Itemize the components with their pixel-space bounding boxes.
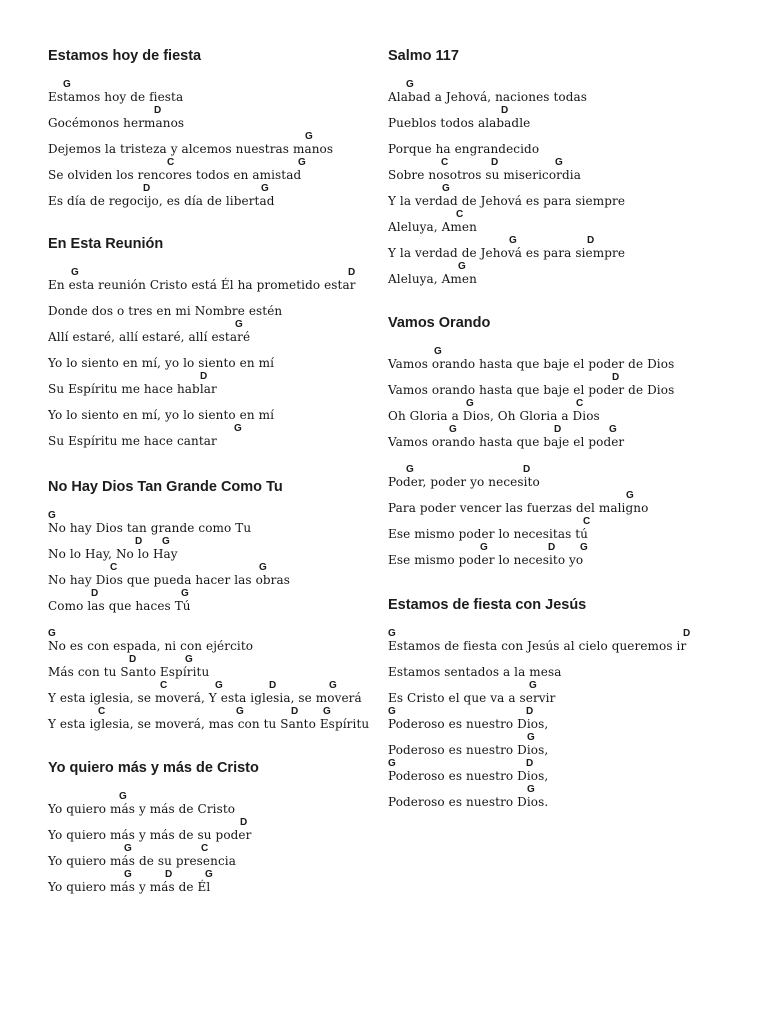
lyric-text: Y la verdad de Jehová es para siempre (388, 194, 626, 208)
chord-label: G (527, 784, 535, 795)
lyric-line (388, 131, 760, 157)
lyric-line (48, 319, 378, 345)
lyric-line (388, 464, 760, 490)
chord-label: G (406, 79, 414, 90)
chord-label: D (240, 817, 248, 828)
lyric-line (388, 516, 760, 542)
lyric-line (388, 758, 760, 784)
chord-label: D (143, 183, 151, 194)
lyric-text: Vamos orando hasta que baje el poder de Dios (388, 383, 675, 397)
lyric-text: No hay Dios que pueda hacer las obras (48, 573, 291, 587)
lyric-line (388, 424, 760, 450)
lyric-line (388, 346, 760, 372)
lyric-line (48, 183, 378, 209)
lyric-text: Yo quiero más de su presencia (48, 854, 236, 868)
chord-label: G (124, 869, 132, 880)
lyric-line (388, 628, 760, 654)
line-spacer (388, 450, 760, 464)
chord-label: G (323, 706, 331, 717)
chord-label: G (529, 680, 537, 691)
lyric-text: Yo quiero más y más de Él (48, 880, 211, 894)
chord-label: G (329, 680, 337, 691)
lyric-text: Para poder vencer las fuerzas del maligno (388, 501, 649, 515)
chord-label: D (491, 157, 499, 168)
lyric-text: Pueblos todos alabadle (388, 116, 531, 130)
chord-label: D (269, 680, 277, 691)
lyric-text: Se olviden los rencores todos en amistad (48, 168, 302, 182)
chord-label: D (200, 371, 208, 382)
chord-label: G (406, 464, 414, 475)
lyric-line (388, 706, 760, 732)
chord-label: D (348, 267, 356, 278)
chord-label: G (434, 346, 442, 357)
song-title: Yo quiero más y más de Cristo (48, 760, 259, 776)
lyric-line (48, 654, 378, 680)
lyric-line (48, 371, 378, 397)
chord-label: D (501, 105, 509, 116)
chord-label: G (626, 490, 634, 501)
lyric-text: Yo quiero más y más de Cristo (48, 802, 236, 816)
lyric-line (48, 345, 378, 371)
chord-label: D (165, 869, 173, 880)
lyric-text: Vamos orando hasta que baje el poder de Dios (388, 357, 675, 371)
lyric-line (388, 235, 760, 261)
lyric-text: Dejemos la tristeza y alcemos nuestras manos (48, 142, 334, 156)
lyric-line (48, 397, 378, 423)
lyric-line (388, 490, 760, 516)
chord-label: C (98, 706, 106, 717)
chord-label: G (181, 588, 189, 599)
chord-label: G (119, 791, 127, 802)
lyric-line (388, 398, 760, 424)
chord-label: G (124, 843, 132, 854)
chord-label: G (185, 654, 193, 665)
chord-label: G (48, 628, 56, 639)
lyric-text: Yo quiero más y más de su poder (48, 828, 252, 842)
lyric-line (48, 510, 378, 536)
lyric-text: Allí estaré, allí estaré, allí estaré (48, 330, 251, 344)
lyric-line (388, 542, 760, 568)
lyric-text: Poderoso es nuestro Dios, (388, 743, 549, 757)
song-block (48, 46, 378, 209)
lyric-line (48, 869, 378, 895)
chord-label: G (205, 869, 213, 880)
song-title: Estamos hoy de fiesta (48, 48, 202, 64)
lyric-line (388, 79, 760, 105)
chord-label: D (154, 105, 162, 116)
song-block (48, 477, 378, 732)
chord-label: D (91, 588, 99, 599)
chord-label: G (63, 79, 71, 90)
chord-label: C (576, 398, 584, 409)
chord-label: D (554, 424, 562, 435)
lyric-line (48, 267, 378, 293)
chord-label: D (526, 758, 534, 769)
chord-label: D (291, 706, 299, 717)
lyric-line (48, 706, 378, 732)
lyric-line (48, 680, 378, 706)
song-block (388, 313, 760, 568)
chord-label: C (456, 209, 464, 220)
chord-label: C (160, 680, 168, 691)
chord-label: G (527, 732, 535, 743)
song-block (388, 595, 760, 810)
lyric-line (48, 293, 378, 319)
chord-label: D (135, 536, 143, 547)
lyric-line (48, 588, 378, 614)
lyric-line (388, 372, 760, 398)
lyric-text: Y esta iglesia, se moverá, mas con tu Santo Espíritu (48, 717, 370, 731)
chord-label: G (298, 157, 306, 168)
chord-label: G (466, 398, 474, 409)
lyric-text: Gocémonos hermanos (48, 116, 185, 130)
chord-label: C (583, 516, 591, 527)
lyric-line (48, 157, 378, 183)
lyric-text: No lo Hay, No lo Hay (48, 547, 178, 561)
chord-label: C (167, 157, 175, 168)
lyric-text: Más con tu Santo Espíritu (48, 665, 210, 679)
chord-label: G (259, 562, 267, 573)
lyric-text: Porque ha engrandecido (388, 142, 540, 156)
lyric-text: Poderoso es nuestro Dios, (388, 717, 549, 731)
lyric-line (388, 157, 760, 183)
lyric-line (388, 680, 760, 706)
lyric-text: Su Espíritu me hace cantar (48, 434, 217, 448)
lyric-text: Aleluya, Amen (388, 220, 477, 234)
lyric-text: Y la verdad de Jehová es para siempre (388, 246, 626, 260)
chord-label: G (234, 423, 242, 434)
chord-label: D (129, 654, 137, 665)
lyric-text: Y esta iglesia, se moverá, Y esta iglesia, se moverá (48, 691, 362, 705)
lyric-text: Es día de regocijo, es día de libertad (48, 194, 275, 208)
chord-label: D (612, 372, 620, 383)
lyric-line (48, 628, 378, 654)
song-title: Vamos Orando (388, 315, 491, 331)
chord-label: C (441, 157, 449, 168)
song-block (48, 234, 378, 449)
song-title: En Esta Reunión (48, 236, 164, 252)
lyric-text: Poderoso es nuestro Dios, (388, 769, 549, 783)
song-block (48, 758, 378, 895)
lyric-line (48, 562, 378, 588)
lyric-text: Yo lo siento en mí, yo lo siento en mí (48, 356, 275, 370)
chord-label: G (458, 261, 466, 272)
lyric-line (388, 183, 760, 209)
lyric-text: Ese mismo poder lo necesitas tú (388, 527, 588, 541)
chord-label: G (215, 680, 223, 691)
chord-label: G (388, 706, 396, 717)
lyric-text: Donde dos o tres en mi Nombre estén (48, 304, 283, 318)
chord-label: G (236, 706, 244, 717)
lyric-text: Su Espíritu me hace hablar (48, 382, 217, 396)
lyric-text: Oh Gloria a Dios, Oh Gloria a Dios (388, 409, 600, 423)
lyric-text: Aleluya, Amen (388, 272, 477, 286)
song-block (388, 46, 760, 287)
lyric-line (48, 131, 378, 157)
lyric-line (388, 654, 760, 680)
lyric-line (48, 105, 378, 131)
lyric-line (48, 817, 378, 843)
lyric-text: En esta reunión Cristo está Él ha prometido estar (48, 278, 356, 292)
chord-label: G (162, 536, 170, 547)
lyric-text: Poder, poder yo necesito (388, 475, 540, 489)
chord-label: G (388, 628, 396, 639)
lyric-text: Sobre nosotros su misericordia (388, 168, 581, 182)
lyric-text: Alabad a Jehová, naciones todas (388, 90, 587, 104)
lyric-line (388, 209, 760, 235)
chord-label: G (388, 758, 396, 769)
song-title: Estamos de fiesta con Jesús (388, 597, 587, 613)
lyric-line (48, 536, 378, 562)
chord-label: C (201, 843, 209, 854)
lyric-line (388, 261, 760, 287)
lyric-text: Estamos sentados a la mesa (388, 665, 562, 679)
lyric-line (48, 843, 378, 869)
lyric-line (388, 105, 760, 131)
lyric-text: Estamos de fiesta con Jesús al cielo queremos ir (388, 639, 687, 653)
chord-label: G (449, 424, 457, 435)
lyric-line (48, 791, 378, 817)
chord-label: G (609, 424, 617, 435)
chord-label: D (587, 235, 595, 246)
chord-label: D (523, 464, 531, 475)
chord-label: G (509, 235, 517, 246)
lyric-text: Yo lo siento en mí, yo lo siento en mí (48, 408, 275, 422)
lyric-text: Es Cristo el que va a servir (388, 691, 556, 705)
chord-label: G (480, 542, 488, 553)
lyric-text: Vamos orando hasta que baje el poder (388, 435, 625, 449)
chord-label: G (261, 183, 269, 194)
chord-label: D (548, 542, 556, 553)
chord-label: G (48, 510, 56, 521)
chord-label: D (526, 706, 534, 717)
lyric-text: Estamos hoy de fiesta (48, 90, 184, 104)
lyric-text: Poderoso es nuestro Dios. (388, 795, 549, 809)
chord-label: C (110, 562, 118, 573)
chord-label: G (71, 267, 79, 278)
lyric-text: Ese mismo poder lo necesito yo (388, 553, 584, 567)
chord-label: G (555, 157, 563, 168)
lyric-text: No es con espada, ni con ejército (48, 639, 254, 653)
lyric-line (388, 784, 760, 810)
song-title: No Hay Dios Tan Grande Como Tu (48, 479, 283, 495)
lyric-line (388, 732, 760, 758)
chord-label: G (305, 131, 313, 142)
lyric-text: Como las que haces Tú (48, 599, 191, 613)
chord-label: G (235, 319, 243, 330)
lyric-line (48, 423, 378, 449)
chord-label: G (580, 542, 588, 553)
chord-label: G (442, 183, 450, 194)
chord-label: D (683, 628, 691, 639)
line-spacer (48, 614, 378, 628)
lyric-text: No hay Dios tan grande como Tu (48, 521, 252, 535)
song-title: Salmo 117 (388, 48, 459, 64)
lyric-line (48, 79, 378, 105)
